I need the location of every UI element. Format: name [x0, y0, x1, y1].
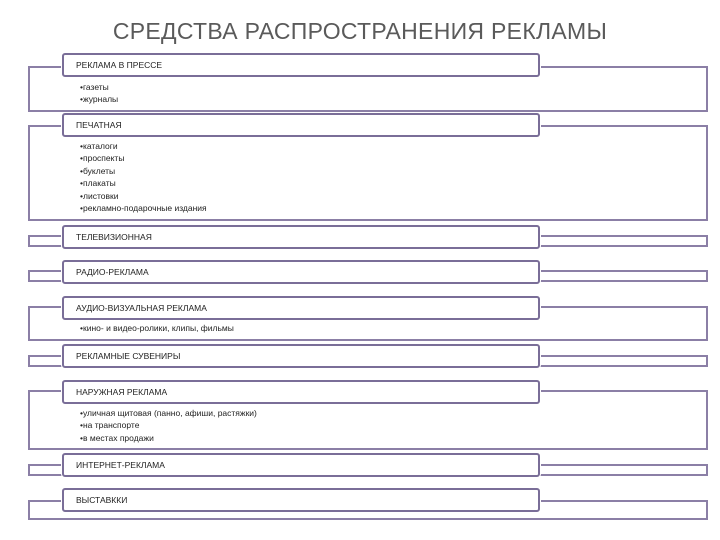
section-header-radio: [62, 260, 540, 284]
section-label: РАДИО-РЕКЛАМА: [76, 267, 149, 277]
section-header-souvenirs: [62, 344, 540, 368]
list-item: • на транспорте: [80, 419, 257, 431]
section-label: ПЕЧАТНАЯ: [76, 120, 122, 130]
section-header-exhibitions: [62, 488, 540, 512]
section-items-print: [80, 140, 207, 214]
page-title: СРЕДСТВА РАСПРОСТРАНЕНИЯ РЕКЛАМЫ: [112, 18, 608, 44]
section-label: НАРУЖНАЯ РЕКЛАМА: [76, 387, 168, 397]
section-header-outdoor: [62, 380, 540, 404]
list-item: • буклеты: [80, 165, 207, 177]
section-header-press: [62, 53, 540, 77]
list-item: • рекламно-подарочные издания: [80, 202, 207, 214]
section-label: РЕКЛАМА В ПРЕССЕ: [76, 60, 163, 70]
section-label: ИНТЕРНЕТ-РЕКЛАМА: [76, 460, 165, 470]
section-items-audiovisual: [80, 322, 234, 334]
list-item: • уличная щитовая (панно, афиши, растяжки): [80, 407, 257, 419]
list-item: • журналы: [80, 93, 118, 105]
section-header-internet: [62, 453, 540, 477]
section-header-audiovisual: [62, 296, 540, 320]
list-item: • газеты: [80, 81, 118, 93]
list-item: • плакаты: [80, 177, 207, 189]
section-items-outdoor: [80, 407, 257, 444]
section-header-print: [62, 113, 540, 137]
list-item: • в местах продажи: [80, 432, 257, 444]
list-item: • кино- и видео-ролики, клипы, фильмы: [80, 322, 234, 334]
list-item: • каталоги: [80, 140, 207, 152]
section-label: АУДИО-ВИЗУАЛЬНАЯ РЕКЛАМА: [76, 303, 207, 313]
list-item: • проспекты: [80, 152, 207, 164]
list-item: • листовки: [80, 190, 207, 202]
section-items-press: [80, 81, 118, 106]
section-header-tv: [62, 225, 540, 249]
section-label: РЕКЛАМНЫЕ СУВЕНИРЫ: [76, 351, 181, 361]
section-label: ТЕЛЕВИЗИОННАЯ: [76, 232, 152, 242]
section-label: ВЫСТАВККИ: [76, 495, 128, 505]
